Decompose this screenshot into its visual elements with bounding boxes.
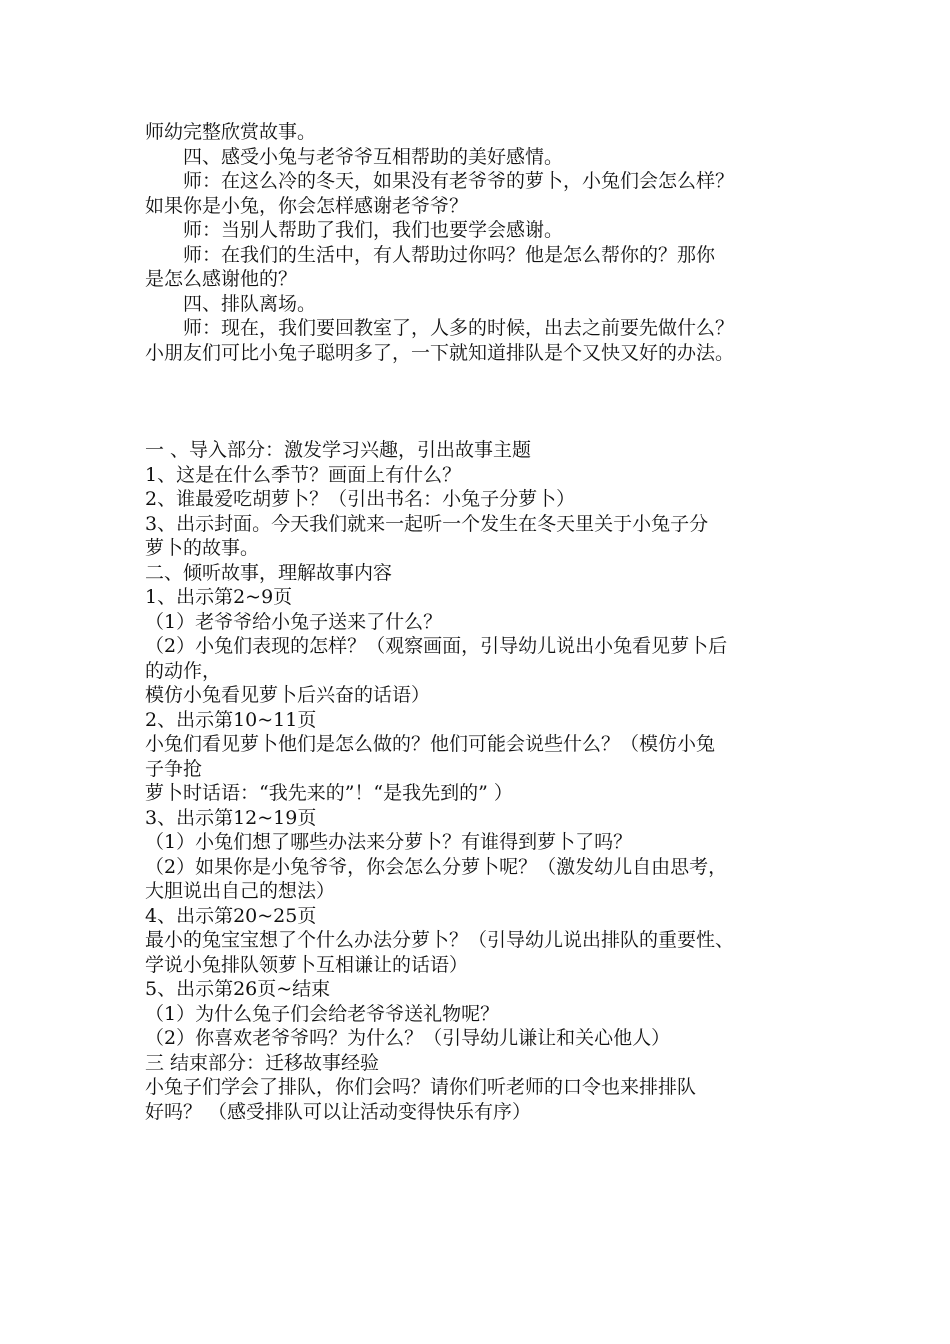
text-line: 一 、导入部分：激发学习兴趣，引出故事主题 (145, 439, 532, 461)
text-line: 萝卜时话语：“我先来的”！“是我先到的” ） (145, 782, 513, 804)
text-line: 师：在我们的生活中，有人帮助过你吗？他是怎么帮你的？那你 (183, 243, 716, 266)
text-line: 二、倾听故事，理解故事内容 (145, 561, 393, 584)
text-line: 2、谁最爱吃胡萝卜？（引出书名：小兔子分萝卜） (145, 488, 576, 510)
text-line: 大胆说出自己的想法） (145, 880, 336, 902)
section-gap (145, 365, 845, 438)
text-line: 四、感受小兔与老爷爷互相帮助的美好感情。 (183, 145, 564, 168)
text-line: 师：现在，我们要回教室了，人多的时候，出去之前要先做什么？ (183, 317, 735, 339)
text-line: 模仿小兔看见萝卜后兴奋的话语） (145, 684, 431, 706)
text-line: 师：在这么冷的冬天，如果没有老爷爷的萝卜，小兔们会怎么样？ (183, 170, 735, 192)
text-line: 师：当别人帮助了我们，我们也要学会感谢。 (183, 219, 564, 241)
text-line: 好吗？ （感受排队可以让活动变得快乐有序） (145, 1100, 532, 1123)
text-line: 四、排队离场。 (183, 292, 317, 315)
text-line: 如果你是小兔，你会怎样感谢老爷爷？ (145, 194, 469, 217)
text-line: （2）你喜欢老爷爷吗？为什么？（引导幼儿谦让和关心他人） (145, 1027, 671, 1049)
text-line: 学说小兔排队领萝卜互相谦让的话语） (145, 953, 469, 976)
text-line: 3、出示第12~19页 (145, 806, 317, 829)
text-line: 5、出示第26页~结束 (145, 978, 331, 1000)
text-line: 最小的兔宝宝想了个什么办法分萝卜？（引导幼儿说出排队的重要性、 (145, 929, 735, 951)
lesson-closing-section (145, 120, 845, 365)
document-page (145, 120, 845, 1124)
text-line: 的动作， (145, 659, 222, 682)
text-line: （2）如果你是小兔爷爷，你会怎么分萝卜呢？（激发幼儿自由思考， (145, 855, 728, 878)
text-line: 4、出示第20~25页 (145, 904, 317, 927)
text-line: 是怎么感谢他的？ (145, 268, 298, 290)
text-line: 1、出示第2~9页 (145, 586, 293, 608)
text-line: 子争抢 (145, 757, 203, 780)
text-line: 萝卜的故事。 (145, 537, 260, 559)
lesson-outline-section (145, 438, 845, 1124)
text-line: 小兔子们学会了排队，你们会吗？请你们听老师的口令也来排排队 (145, 1076, 697, 1098)
text-line: （1）小兔们想了哪些办法来分萝卜？有谁得到萝卜了吗？ (145, 831, 633, 853)
text-line: 1、这是在什么季节？画面上有什么？ (145, 463, 462, 486)
text-line: （1）为什么兔子们会给老爷爷送礼物呢？ (145, 1002, 500, 1025)
text-line: 3、出示封面。今天我们就来一起听一个发生在冬天里关于小兔子分 (145, 512, 709, 535)
text-line: 2、出示第10~11页 (145, 708, 317, 731)
text-line: 三 结束部分：迁移故事经验 (145, 1051, 380, 1074)
text-line: （1）老爷爷给小兔子送来了什么？ (145, 610, 443, 633)
text-line: 小朋友们可比小兔子聪明多了，一下就知道排队是个又快又好的办法。 (145, 341, 735, 364)
text-line: 小兔们看见萝卜他们是怎么做的？他们可能会说些什么？（模仿小兔 (145, 733, 716, 755)
text-line: 师幼完整欣赏故事。 (145, 121, 317, 143)
text-line: （2）小兔们表现的怎样？（观察画面，引导幼儿说出小兔看见萝卜后 (145, 635, 728, 657)
